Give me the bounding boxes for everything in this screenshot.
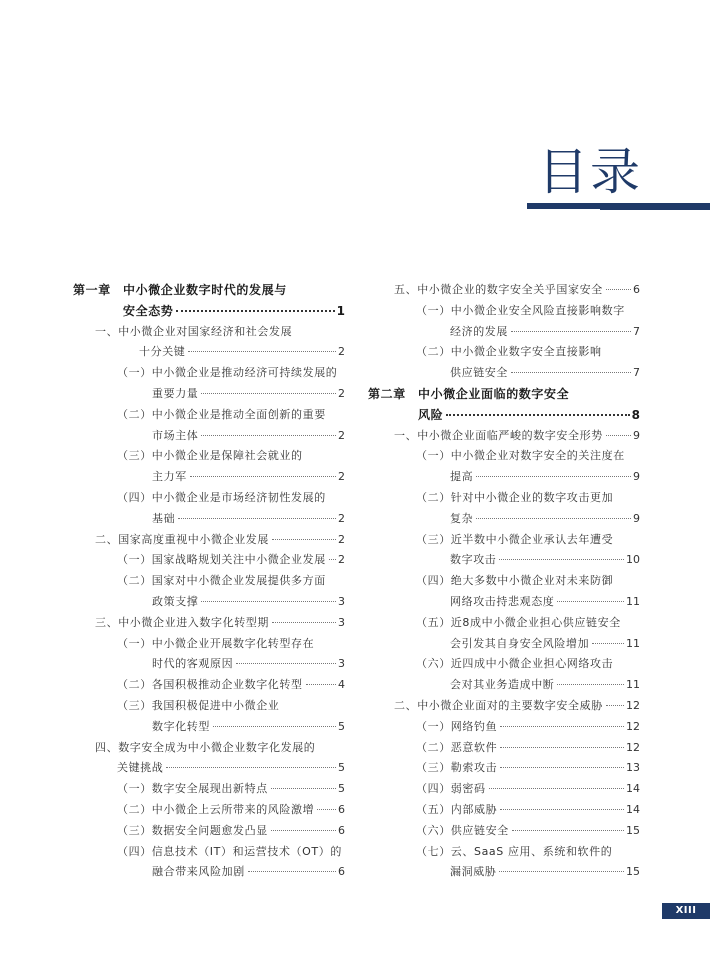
toc-entry-text: 风险 <box>418 407 444 422</box>
toc-entry-text: 复杂 <box>450 511 474 525</box>
toc-entry[interactable] <box>73 613 345 634</box>
toc-dot-leader <box>236 663 336 664</box>
toc-chapter-number: 第一章 <box>73 283 111 297</box>
toc-entry[interactable] <box>73 675 345 696</box>
toc-page-number: 7 <box>633 324 640 338</box>
toc-entry-text: 会对其业务造成中断 <box>450 678 555 692</box>
toc-entry[interactable] <box>73 842 345 863</box>
toc-entry-text: （一）网络钓鱼 <box>416 719 498 733</box>
toc-page-number: 3 <box>338 615 345 629</box>
toc-entry[interactable] <box>73 634 345 655</box>
toc-entry[interactable] <box>368 800 640 821</box>
title-underline-rule <box>600 209 710 210</box>
toc-entry-text: 数字攻击 <box>450 553 497 567</box>
toc-entry[interactable] <box>368 634 640 655</box>
toc-entry-text: （五）内部威胁 <box>416 802 498 816</box>
toc-dot-leader <box>446 414 629 416</box>
toc-entry-text: 一、中小微企业面临严峻的数字安全形势 <box>394 428 603 442</box>
toc-entry[interactable] <box>73 446 345 467</box>
toc-page-number: 15 <box>626 823 640 837</box>
toc-entry-text: （四）绝大多数中小微企业对未来防御 <box>416 574 614 588</box>
toc-page-number: 3 <box>338 657 345 671</box>
toc-entry-text: （三）我国积极促进中小微企业 <box>117 698 280 712</box>
toc-entry-text: （二）各国积极推动企业数字化转型 <box>117 678 303 692</box>
toc-entry-text: 十分关键 <box>139 345 186 359</box>
toc-entry-text: 网络攻击持悲观态度 <box>450 594 555 608</box>
toc-page-number: 2 <box>338 345 345 359</box>
toc-dot-leader <box>592 643 624 644</box>
toc-dot-leader <box>178 518 336 519</box>
toc-page-number: 11 <box>626 636 640 650</box>
toc-dot-leader <box>272 539 336 540</box>
toc-entry-text: （一）国家战略规划关注中小微企业发展 <box>117 553 326 567</box>
toc-entry-text: （一）数字安全展现出新特点 <box>117 782 268 796</box>
toc-entry-text: 四、数字安全成为中小微企业数字化发展的 <box>95 740 316 754</box>
toc-dot-leader <box>201 393 336 394</box>
toc-entry[interactable] <box>368 654 640 675</box>
toc-page-number: 12 <box>626 740 640 754</box>
toc-dot-leader <box>306 684 336 685</box>
toc-entry[interactable] <box>368 571 640 592</box>
toc-entry-text: （二）针对中小微企业的数字攻击更加 <box>416 490 614 504</box>
toc-dot-leader <box>272 622 336 623</box>
toc-entry-text: 经济的发展 <box>450 324 508 338</box>
toc-entry[interactable] <box>368 675 640 696</box>
toc-chapter-entry[interactable] <box>368 405 640 426</box>
toc-entry-text: （三）近半数中小微企业承认去年遭受 <box>416 532 614 546</box>
toc-entry[interactable] <box>73 405 345 426</box>
toc-page-number: 12 <box>626 698 640 712</box>
toc-entry[interactable] <box>368 696 640 717</box>
toc-dot-leader <box>606 435 631 436</box>
toc-entry[interactable] <box>73 384 345 405</box>
toc-dot-leader <box>176 310 334 312</box>
toc-dot-leader <box>500 767 624 768</box>
toc-entry[interactable] <box>73 758 345 779</box>
toc-entry-text: （一）中小微企业开展数字化转型存在 <box>117 636 315 650</box>
toc-entry-text: 中小微企业数字时代的发展与 <box>123 283 287 297</box>
toc-page-number: 7 <box>633 366 640 380</box>
toc-page-number: 8 <box>631 407 640 422</box>
toc-page-number: 9 <box>633 428 640 442</box>
toc-entry-text: （六）供应链安全 <box>416 823 509 837</box>
toc-entry[interactable] <box>73 322 345 343</box>
toc-dot-leader <box>557 684 624 685</box>
toc-dot-leader <box>511 372 631 373</box>
toc-dot-leader <box>500 747 624 748</box>
toc-entry[interactable] <box>368 550 640 571</box>
toc-page-number: 14 <box>626 782 640 796</box>
toc-entry-text: （五）近8成中小微企业担心供应链安全 <box>416 615 621 629</box>
toc-entry-text: （七）云、SaaS 应用、系统和软件的 <box>416 844 613 858</box>
toc-dot-leader <box>476 476 631 477</box>
toc-entry-text: 数字化转型 <box>152 719 210 733</box>
toc-entry-text: （三）数据安全问题愈发凸显 <box>117 823 268 837</box>
toc-entry-text: 融合带来风险加剧 <box>152 865 245 879</box>
toc-entry-text: 市场主体 <box>152 428 199 442</box>
toc-dot-leader <box>166 767 336 768</box>
toc-entry[interactable] <box>368 363 640 384</box>
toc-entry-text: （一）中小微企业是推动经济可持续发展的 <box>117 366 338 380</box>
toc-page-number: 6 <box>633 283 640 296</box>
toc-entry-text: 二、中小微企业面对的主要数字安全威胁 <box>394 698 603 712</box>
toc-entry-text: （二）国家对中小微企业发展提供多方面 <box>117 574 326 588</box>
toc-page-number: 13 <box>626 761 640 775</box>
toc-entry-text: （一）中小微企业对数字安全的关注度在 <box>416 449 625 463</box>
toc-entry[interactable] <box>73 821 345 842</box>
toc-entry-text: 二、国家高度重视中小微企业发展 <box>95 532 269 546</box>
toc-dot-leader <box>271 788 336 789</box>
toc-page-number: 9 <box>633 511 640 525</box>
toc-dot-leader <box>500 726 624 727</box>
toc-dot-leader <box>606 705 624 706</box>
toc-entry-text: 时代的客观原因 <box>152 657 234 671</box>
toc-dot-leader <box>476 518 631 519</box>
toc-entry[interactable] <box>368 426 640 447</box>
toc-entry[interactable] <box>368 862 640 883</box>
toc-dot-leader <box>606 289 631 290</box>
toc-entry-text: 提高 <box>450 470 474 484</box>
toc-entry-text: 基础 <box>152 511 176 525</box>
toc-page-number: 11 <box>626 594 640 608</box>
toc-entry[interactable] <box>368 821 640 842</box>
toc-entry[interactable] <box>368 758 640 779</box>
toc-dot-leader <box>499 871 624 872</box>
toc-entry[interactable] <box>73 779 345 800</box>
toc-entry[interactable] <box>73 654 345 675</box>
toc-entry[interactable] <box>73 426 345 447</box>
toc-page-number: 6 <box>338 823 345 837</box>
toc-entry-text: 漏洞威胁 <box>450 865 497 879</box>
toc-page-number: 2 <box>338 511 345 525</box>
toc-entry[interactable] <box>368 280 640 301</box>
toc-entry-text: （二）恶意软件 <box>416 740 498 754</box>
toc-entry-text: （三）中小微企业是保障社会就业的 <box>117 449 303 463</box>
toc-entry-text: 重要力量 <box>152 386 199 400</box>
toc-dot-leader <box>317 809 336 810</box>
toc-entry[interactable] <box>73 488 345 509</box>
toc-entry[interactable] <box>368 592 640 613</box>
toc-entry-text: 中小微企业面临的数字安全 <box>418 386 570 401</box>
toc-entry-text: 一、中小微企业对国家经济和社会发展 <box>95 324 293 338</box>
toc-page-number: 11 <box>626 678 640 692</box>
toc-page-number: 5 <box>338 782 345 796</box>
toc-chapter-entry[interactable] <box>368 384 640 405</box>
toc-page-number: 9 <box>633 470 640 484</box>
toc-page-number: 2 <box>338 386 345 400</box>
toc-entry[interactable] <box>368 342 640 363</box>
toc-entry-text: （四）弱密码 <box>416 782 486 796</box>
toc-entry-text: 安全态势 <box>123 303 174 318</box>
toc-entry[interactable] <box>73 800 345 821</box>
toc-entry-text: （四）信息技术（IT）和运营技术（OT）的 <box>117 844 342 858</box>
toc-entry[interactable] <box>368 842 640 863</box>
toc-page-number: 6 <box>338 802 345 816</box>
toc-dot-leader <box>511 331 631 332</box>
toc-right-column <box>368 280 640 883</box>
toc-entry-text: 会引发其自身安全风险增加 <box>450 636 590 650</box>
toc-entry[interactable] <box>368 446 640 467</box>
toc-page-number: 14 <box>626 802 640 816</box>
toc-entry[interactable] <box>73 342 345 363</box>
toc-entry[interactable] <box>73 509 345 530</box>
page-number-badge: XIII <box>662 903 710 919</box>
toc-entry-text: 主力军 <box>152 470 187 484</box>
toc-page-number: 5 <box>338 761 345 775</box>
toc-entry[interactable] <box>368 488 640 509</box>
toc-dot-leader <box>190 476 336 477</box>
toc-entry[interactable] <box>368 530 640 551</box>
toc-page-number: 15 <box>626 865 640 879</box>
toc-entry-text: 供应链安全 <box>450 366 508 380</box>
toc-entry-text: （二）中小微企业是推动全面创新的重要 <box>117 407 326 421</box>
toc-entry-text: （二）中小微企业数字安全直接影响 <box>416 345 602 359</box>
toc-entry-text: （三）勒索攻击 <box>416 761 498 775</box>
toc-page-number: 2 <box>338 532 345 546</box>
toc-entry-text: 三、中小微企业进入数字化转型期 <box>95 615 269 629</box>
toc-dot-leader <box>329 559 336 560</box>
toc-entry[interactable] <box>73 862 345 883</box>
toc-dot-leader <box>188 351 336 352</box>
toc-entry-text: （六）近四成中小微企业担心网络攻击 <box>416 657 614 671</box>
toc-dot-leader <box>271 830 336 831</box>
toc-chapter-entry[interactable] <box>73 301 345 322</box>
toc-entry[interactable] <box>368 738 640 759</box>
toc-entry[interactable] <box>368 613 640 634</box>
toc-entry[interactable] <box>73 550 345 571</box>
toc-page-number: 3 <box>338 594 345 608</box>
toc-entry[interactable] <box>368 779 640 800</box>
toc-entry-text: 五、中小微企业的数字安全关乎国家安全 <box>394 283 603 296</box>
toc-dot-leader <box>557 601 624 602</box>
toc-page-number: 5 <box>338 719 345 733</box>
toc-left-column <box>73 280 345 883</box>
toc-dot-leader <box>499 559 624 560</box>
toc-dot-leader <box>512 830 624 831</box>
toc-entry[interactable] <box>368 467 640 488</box>
toc-entry[interactable] <box>368 322 640 343</box>
toc-entry-text: 关键挑战 <box>117 761 164 775</box>
toc-entry[interactable] <box>368 717 640 738</box>
toc-entry[interactable] <box>73 363 345 384</box>
toc-page-number: 2 <box>338 428 345 442</box>
toc-dot-leader <box>500 809 624 810</box>
toc-entry-text: （四）中小微企业是市场经济韧性发展的 <box>117 490 326 504</box>
toc-entry[interactable] <box>73 696 345 717</box>
toc-entry[interactable] <box>73 530 345 551</box>
toc-dot-leader <box>248 871 336 872</box>
toc-page-number: 10 <box>626 553 640 567</box>
toc-page-number: 12 <box>626 719 640 733</box>
toc-entry[interactable] <box>73 467 345 488</box>
toc-dot-leader <box>213 726 336 727</box>
toc-entry-text: 政策支撑 <box>152 594 199 608</box>
toc-dot-leader <box>201 435 336 436</box>
toc-page-number: 6 <box>338 865 345 879</box>
toc-entry[interactable] <box>73 571 345 592</box>
toc-page-number: 4 <box>338 678 345 692</box>
toc-entry[interactable] <box>73 592 345 613</box>
toc-page-number: 2 <box>338 553 345 567</box>
toc-dot-leader <box>489 788 624 789</box>
toc-page-number: 1 <box>336 303 345 318</box>
page-title: 目录 <box>538 143 642 201</box>
toc-entry[interactable] <box>73 717 345 738</box>
toc-dot-leader <box>201 601 336 602</box>
toc-entry[interactable] <box>368 509 640 530</box>
toc-page-number: 2 <box>338 470 345 484</box>
toc-entry-text: （二）中小微企上云所带来的风险激增 <box>117 802 315 816</box>
toc-entry-text: （一）中小微企业安全风险直接影响数字 <box>416 303 625 317</box>
toc-entry[interactable] <box>368 301 640 322</box>
toc-entry[interactable] <box>73 738 345 759</box>
toc-chapter-entry[interactable] <box>73 280 345 301</box>
toc-chapter-number: 第二章 <box>368 386 406 401</box>
